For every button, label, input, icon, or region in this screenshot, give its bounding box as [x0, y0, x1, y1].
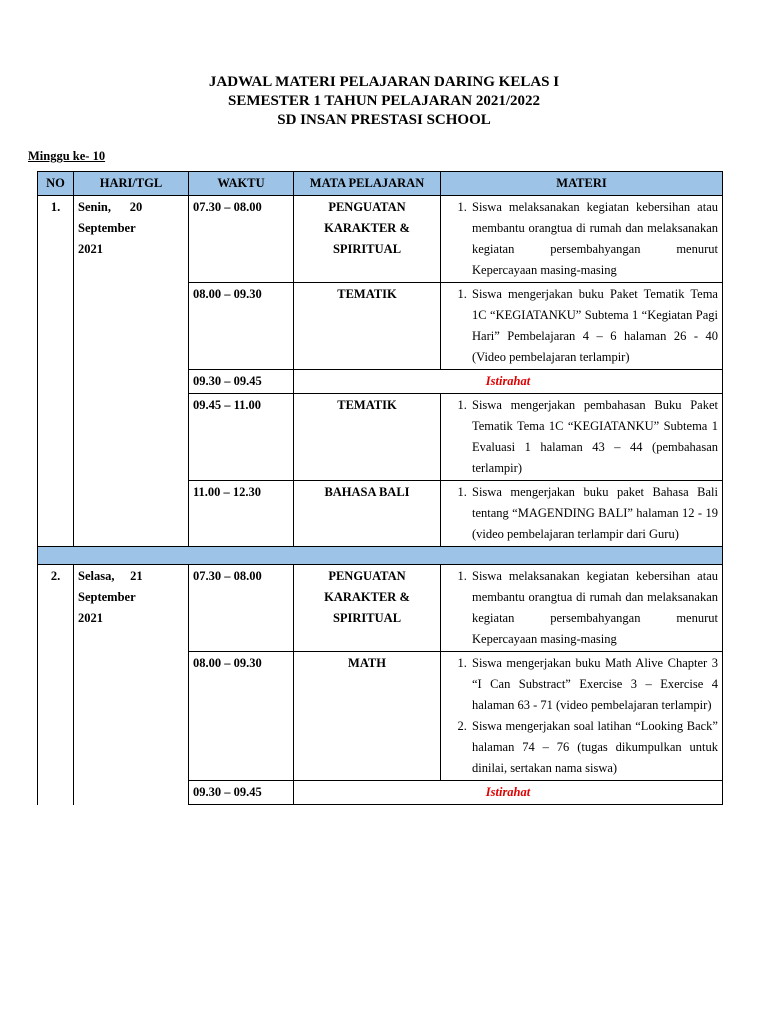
table-header-row	[38, 172, 723, 196]
column-header-waktu: WAKTU	[189, 172, 294, 196]
day-date	[74, 565, 189, 805]
day-date-line: Senin, 20	[78, 200, 143, 214]
session-time: 09.30 – 09.45	[189, 781, 294, 805]
session-subject: TEMATIK	[294, 283, 441, 370]
material-item: 2. Siswa mengerjakan soal latihan “Looking Back” halaman 74 – 76 (tugas dikumpulkan untuk dinilai, sertakan nama siswa)	[470, 716, 718, 779]
document-title-line-2: SEMESTER 1 TAHUN PELAJARAN 2021/2022	[228, 93, 540, 109]
session-subject: PENGUATAN KARAKTER & SPIRITUAL	[294, 565, 441, 652]
material-item: 1. Siswa melaksanakan kegiatan kebersihan atau membantu orangtua di rumah dan melaksanakan kegiatan persembahyangan menurut Kepercayaan masing-masing	[470, 197, 718, 281]
schedule-table	[37, 171, 723, 805]
day-date-line: 2021	[78, 611, 103, 625]
day-separator-row	[38, 547, 723, 565]
session-subject: PENGUATAN KARAKTER & SPIRITUAL	[294, 196, 441, 283]
day-date-line: September	[78, 590, 136, 604]
material-item: 1. Siswa mengerjakan buku paket Bahasa Bali tentang “MAGENDING BALI” halaman 12 - 19 (video pembelajaran terlampir dari Guru)	[470, 482, 718, 545]
session-time: 09.30 – 09.45	[189, 370, 294, 394]
session-time: 09.45 – 11.00	[189, 394, 294, 481]
session-subject: TEMATIK	[294, 394, 441, 481]
material-item: 1. Siswa mengerjakan buku Math Alive Chapter 3 “I Can Substract” Exercise 3 – Exercise 4 halaman 63 - 71 (video pembelajaran terlampir)	[470, 653, 718, 716]
session-time: 08.00 – 09.30	[189, 283, 294, 370]
break-label: Istirahat	[294, 781, 723, 805]
session-time: 08.00 – 09.30	[189, 652, 294, 781]
session-material	[441, 394, 723, 481]
column-header-materi: MATERI	[441, 172, 723, 196]
session-subject: BAHASA BALI	[294, 481, 441, 547]
session-material	[441, 196, 723, 283]
day-date-line: 2021	[78, 242, 103, 256]
session-material	[441, 652, 723, 781]
material-item: 1. Siswa melaksanakan kegiatan kebersihan atau membantu orangtua di rumah dan melaksanakan kegiatan persembahyangan menurut Kepercayaan masing-masing	[470, 566, 718, 650]
session-time: 11.00 – 12.30	[189, 481, 294, 547]
day-date	[74, 196, 189, 547]
break-label: Istirahat	[294, 370, 723, 394]
session-subject: MATH	[294, 652, 441, 781]
column-header-mapel: MATA PELAJARAN	[294, 172, 441, 196]
material-item: 1. Siswa mengerjakan buku Paket Tematik Tema 1C “KEGIATANKU” Subtema 1 “Kegiatan Pagi Hari” Pembelajaran 4 – 6 halaman 26 - 40 (Video pembelajaran terlampir)	[470, 284, 718, 368]
session-material	[441, 283, 723, 370]
session-time: 07.30 – 08.00	[189, 196, 294, 283]
table-row	[38, 196, 723, 283]
day-date-line: Selasa, 21	[78, 569, 143, 583]
document-title-line-1: JADWAL MATERI PELAJARAN DARING KELAS I	[208, 74, 560, 90]
document-title-line-3: SD INSAN PRESTASI SCHOOL	[277, 112, 491, 128]
material-item: 1. Siswa mengerjakan pembahasan Buku Paket Tematik Tema 1C “KEGIATANKU” Subtema 1 Evaluasi 1 halaman 43 – 44 (pembahasan terlampir)	[470, 395, 718, 479]
session-material	[441, 565, 723, 652]
day-number: 2.	[38, 565, 74, 805]
column-header-hari: HARI/TGL	[74, 172, 189, 196]
day-date-line: September	[78, 221, 136, 235]
session-material	[441, 481, 723, 547]
week-label: Minggu ke- 10	[28, 149, 106, 163]
session-time: 07.30 – 08.00	[189, 565, 294, 652]
table-row	[38, 565, 723, 652]
column-header-no: NO	[38, 172, 74, 196]
day-number: 1.	[38, 196, 74, 547]
